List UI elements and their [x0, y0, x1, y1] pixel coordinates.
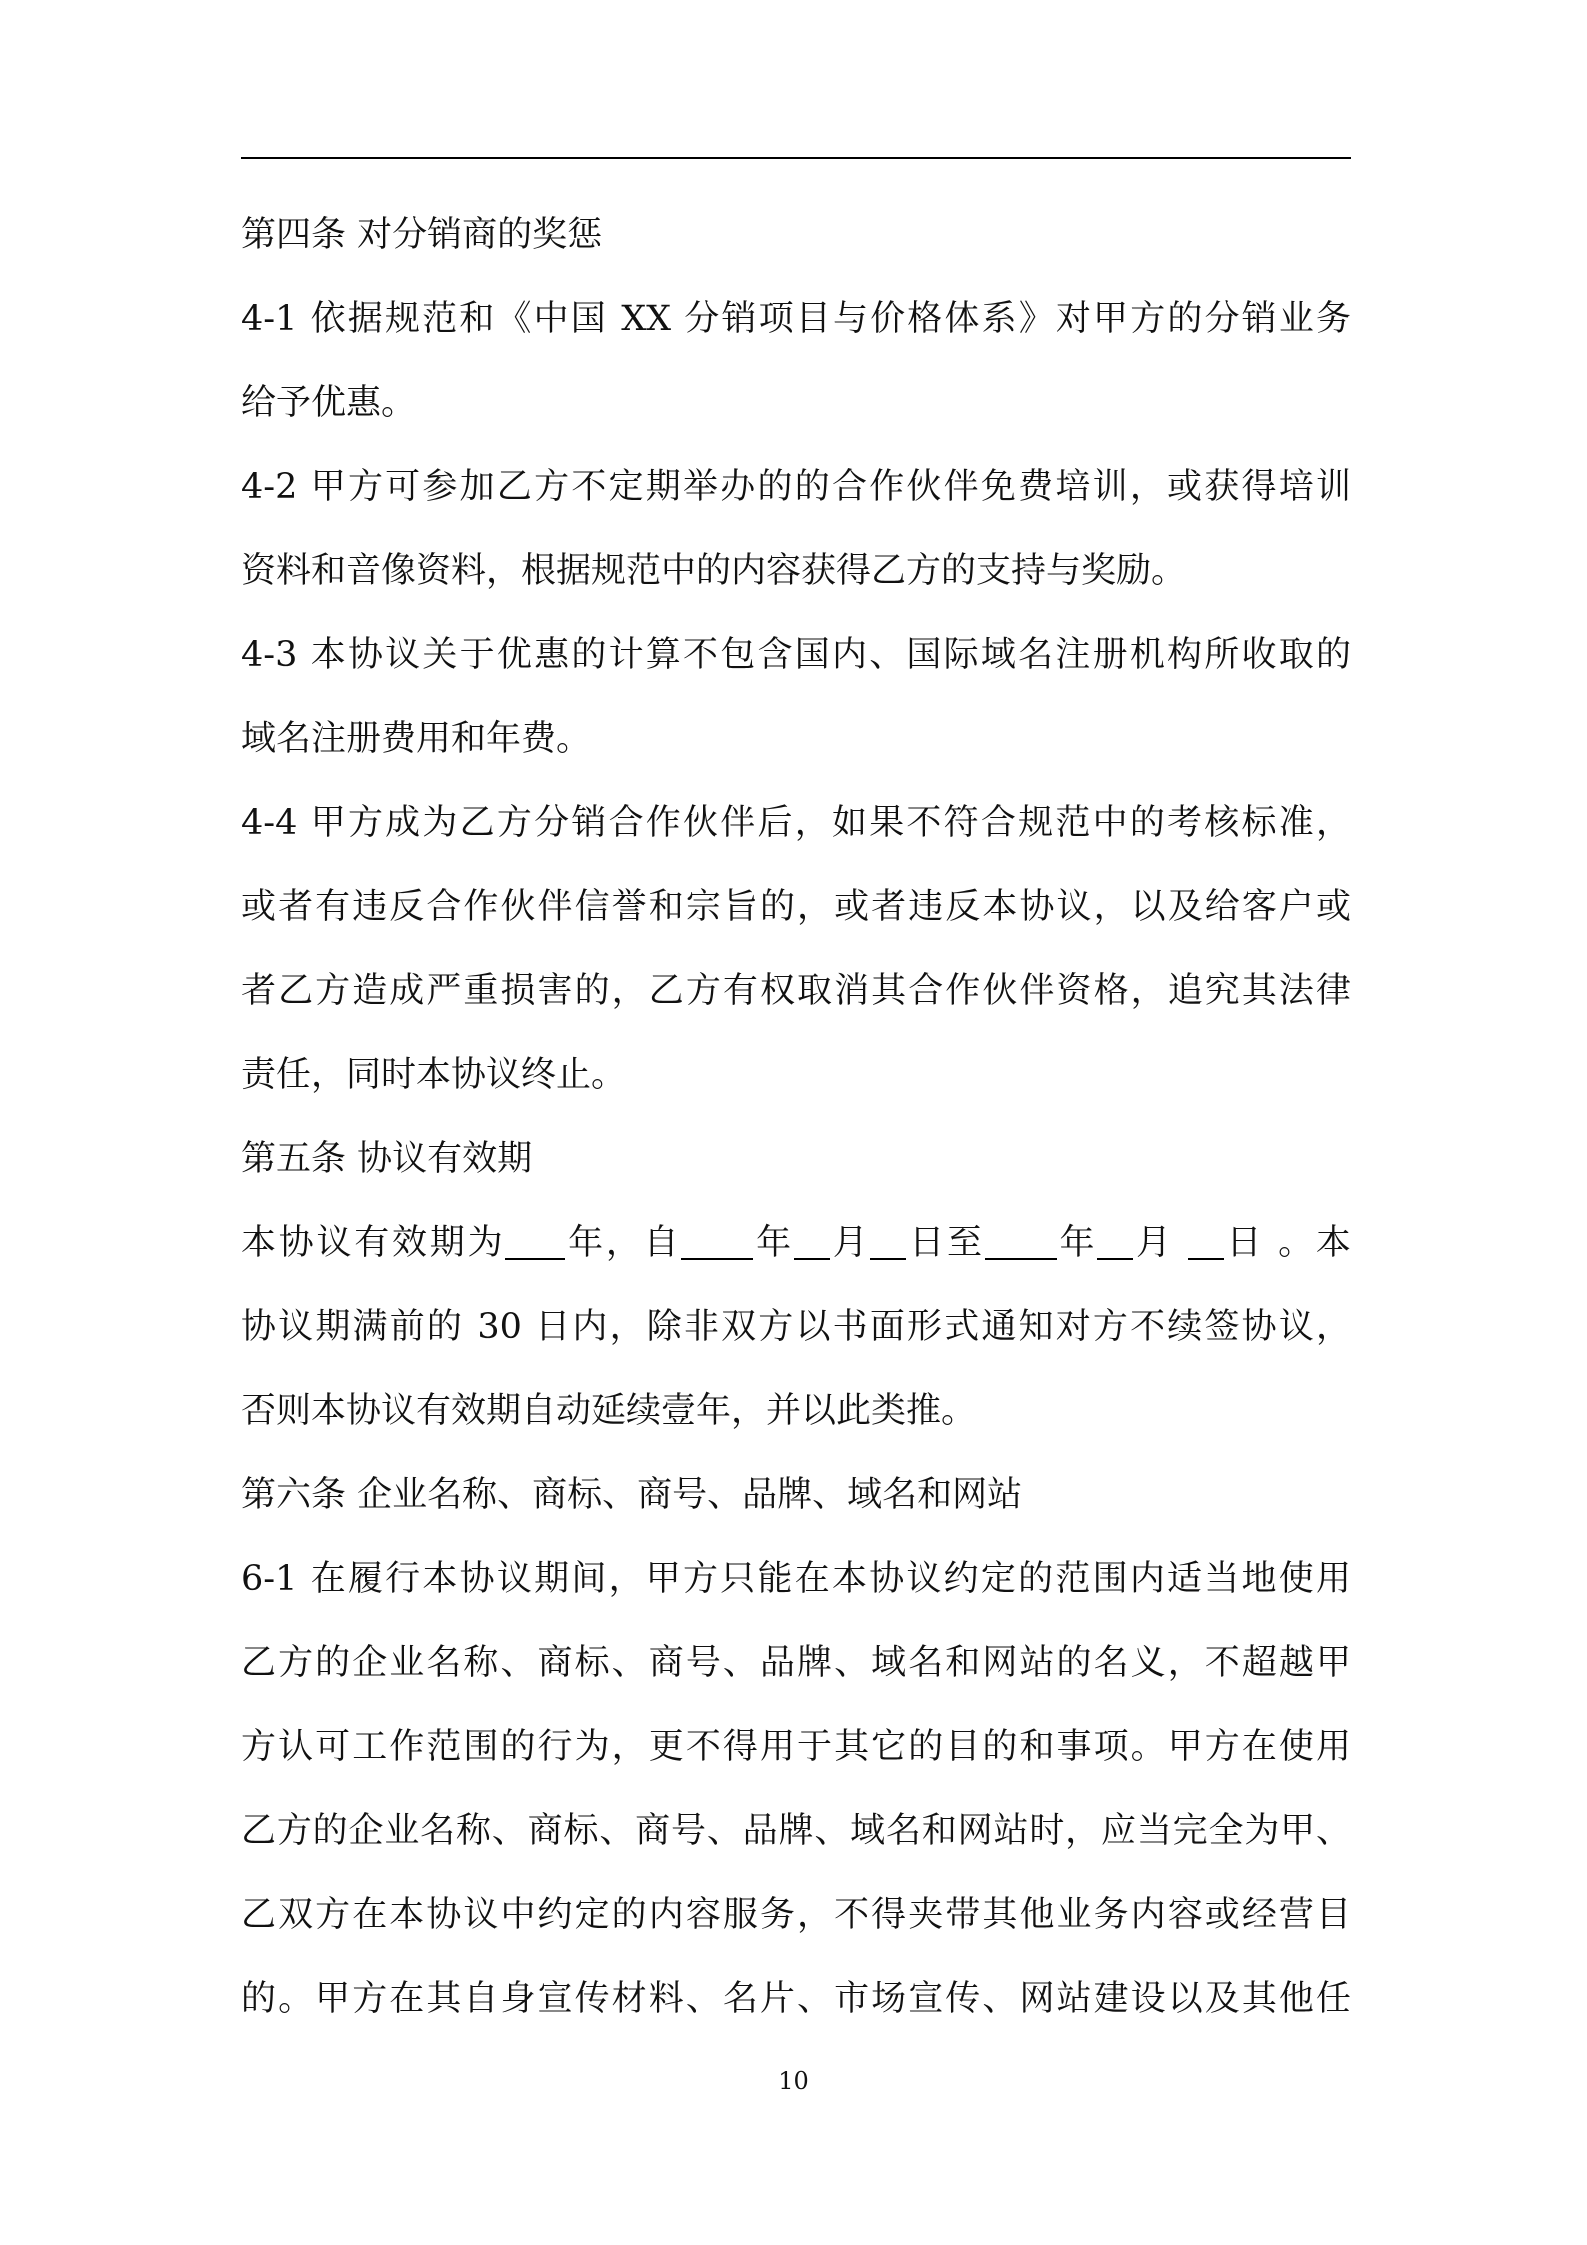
paragraph-line: 者乙方造成严重损害的，乙方有权取消其合作伙伴资格，追究其法律 — [241, 971, 1351, 1011]
paragraph-line: 的。甲方在其自身宣传材料、名片、市场宣传、网站建设以及其他任 — [241, 1979, 1351, 2019]
validity-period-line — [241, 1213, 1351, 1297]
paragraph-line: 乙双方在本协议中约定的内容服务，不得夹带其他业务内容或经营目 — [241, 1895, 1351, 1935]
paragraph-line: 4-1 依据规范和《中国 XX 分销项目与价格体系》对甲方的分销业务 — [241, 299, 1351, 339]
page-number: 10 — [778, 2067, 809, 2095]
validity-text: 年，自 — [565, 1223, 682, 1263]
paragraph-line: 6-1 在履行本协议期间，甲方只能在本协议约定的范围内适当地使用 — [241, 1559, 1351, 1599]
validity-text: 月 — [1133, 1223, 1174, 1263]
validity-text: 年 — [753, 1223, 794, 1263]
paragraph-line: 4-3 本协议关于优惠的计算不包含国内、国际域名注册机构所收取的 — [241, 635, 1351, 675]
blank-end-year-field — [985, 1218, 1057, 1260]
blank-end-day-field — [1188, 1218, 1224, 1260]
paragraph-line: 责任，同时本协议终止。 — [241, 1055, 627, 1095]
validity-text: 本协议有效期为 — [241, 1223, 506, 1263]
section-heading-6: 第六条 企业名称、商标、商号、品牌、域名和网站 — [241, 1475, 1023, 1515]
paragraph-line: 协议期满前的 30 日内，除非双方以书面形式通知对方不续签协议， — [241, 1307, 1351, 1347]
paragraph-line: 4-2 甲方可参加乙方不定期举办的的合作伙伴免费培训，或获得培训 — [241, 467, 1351, 507]
document-body — [241, 205, 1351, 2053]
validity-text: 月 — [829, 1223, 871, 1263]
blank-start-year-field — [681, 1218, 753, 1260]
blank-start-month-field — [794, 1218, 830, 1260]
validity-text: 日 — [1223, 1223, 1265, 1263]
section-heading-4: 第四条 对分销商的奖惩 — [241, 215, 603, 255]
paragraph-line: 或者有违反合作伙伴信誉和宗旨的，或者违反本协议，以及给客户或 — [241, 887, 1351, 927]
blank-end-month-field — [1097, 1218, 1133, 1260]
header-rule — [241, 157, 1351, 159]
validity-text: 。本 — [1278, 1223, 1351, 1263]
paragraph-line: 方认可工作范围的行为，更不得用于其它的目的和事项。甲方在使用 — [241, 1727, 1351, 1767]
paragraph-line: 域名注册费用和年费。 — [241, 719, 592, 759]
section-heading-5: 第五条 协议有效期 — [241, 1139, 533, 1179]
paragraph-line: 否则本协议有效期自动延续壹年，并以此类推。 — [241, 1391, 977, 1431]
paragraph-line: 4-4 甲方成为乙方分销合作伙伴后，如果不符合规范中的考核标准， — [241, 803, 1351, 843]
paragraph-line: 乙方的企业名称、商标、商号、品牌、域名和网站的名义，不超越甲 — [241, 1643, 1351, 1683]
blank-years-field — [505, 1218, 565, 1260]
blank-start-day-field — [870, 1218, 906, 1260]
paragraph-line: 给予优惠。 — [241, 383, 417, 423]
paragraph-line: 乙方的企业名称、商标、商号、品牌、域名和网站时，应当完全为甲、 — [241, 1811, 1351, 1851]
paragraph-line: 资料和音像资料，根据规范中的内容获得乙方的支持与奖励。 — [241, 551, 1187, 591]
validity-text: 年 — [1056, 1223, 1098, 1263]
validity-text: 日至 — [906, 1223, 985, 1263]
